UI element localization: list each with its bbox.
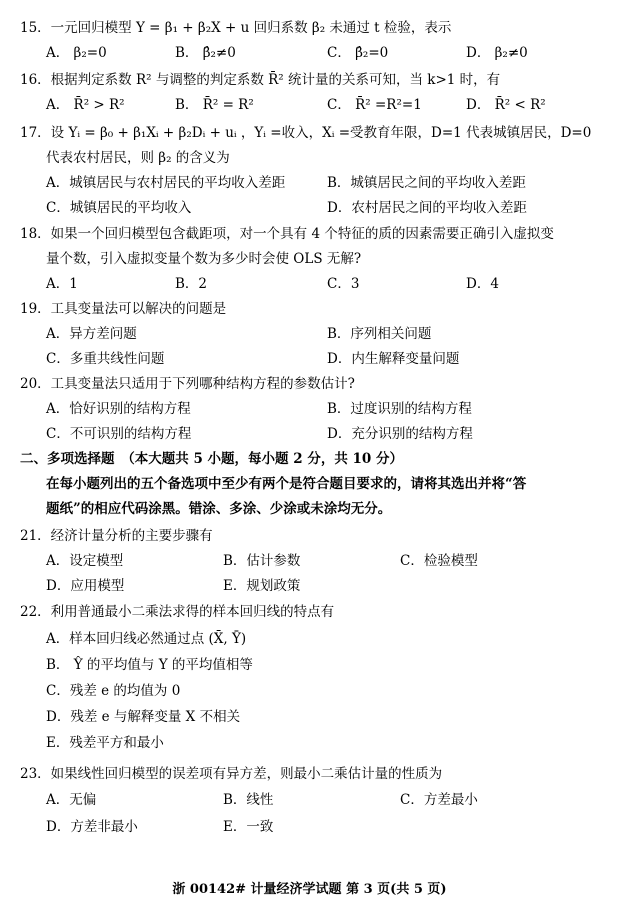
q22-option-a: A．样本回归线必然通过点 (X̄, Ȳ) [46,631,247,647]
q20-stem: 20．工具变量法只适用于下列哪种结构方程的参数估计? [20,376,355,392]
q18-option-c: C．3 [327,276,360,292]
q16-stem: 16．根据判定系数 R² 与调整的判定系数 R̄² 统计量的关系可知，当 k>1 时，有 [20,72,501,88]
q23-option-e: E．一致 [223,819,274,835]
q19-option-a: A．异方差问题 [46,326,137,342]
q22-option-e: E．残差平方和最小 [46,735,164,751]
q20-option-c: C．不可识别的结构方程 [46,426,192,442]
section-instruction-line2: 题纸”的相应代码涂黑。错涂、多涂、少涂或未涂均无分。 [46,501,392,517]
q17-stem-line1: 17．设 Yᵢ = β₀ + β₁Xᵢ + β₂Dᵢ + uᵢ ，Yᵢ =收入，Xᵢ =受教育年限，D=1 代表城镇居民，D=0 [20,125,592,141]
q22-option-b: B． Ŷ 的平均值与 Y 的平均值相等 [46,657,253,673]
q18-option-a: A．1 [46,276,78,292]
q23-option-d: D．方差非最小 [46,819,138,835]
q20-option-b: B．过度识别的结构方程 [327,401,472,417]
q18-stem-line1: 18．如果一个回归模型包含截距项，对一个具有 4 个特征的质的因素需要正确引入虚拟变 [20,226,554,242]
q17-option-d: D．农村居民之间的平均收入差距 [327,200,527,216]
q16-option-b: B． R̄² = R² [175,97,254,113]
q16-option-a: A． R̄² > R² [46,97,125,113]
section-title: 二、多项选择题 （本大题共 5 小题，每小题 2 分，共 10 分） [20,451,404,467]
q15-stem: 15．一元回归模型 Y = β₁ + β₂X + u 回归系数 β₂ 未通过 t 检验，表示 [20,20,452,36]
q23-option-b: B．线性 [223,792,274,808]
q15-option-d: D． β₂≠0 [466,45,528,61]
q19-option-d: D．内生解释变量问题 [327,351,460,367]
q18-option-d: D．4 [466,276,499,292]
q23-stem: 23．如果线性回归模型的误差项有异方差，则最小二乘估计量的性质为 [20,766,443,782]
q22-option-c: C．残差 e 的均值为 0 [46,683,181,699]
q17-option-a: A．城镇居民与农村居民的平均收入差距 [46,175,286,191]
q17-option-c: C．城镇居民的平均收入 [46,200,192,216]
q23-option-a: A．无偏 [46,792,97,808]
q15-option-a: A． β₂=0 [46,45,107,61]
section-instruction-line1: 在每小题列出的五个备选项中至少有两个是符合题目要求的，请将其选出并将“答 [46,476,527,492]
q17-option-b: B．城镇居民之间的平均收入差距 [327,175,526,191]
q16-option-c: C． R̄² =R²=1 [327,97,422,113]
q15-option-c: C． β̂₂=0 [327,45,389,61]
q21-option-b: B．估计参数 [223,553,301,569]
q19-option-c: C．多重共线性问题 [46,351,165,367]
q16-option-d: D． R̄² < R² [466,97,546,113]
q21-stem: 21．经济计量分析的主要步骤有 [20,528,213,544]
q19-option-b: B．序列相关问题 [327,326,432,342]
q20-option-a: A．恰好识别的结构方程 [46,401,191,417]
q15-option-b: B． β̂₂≠0 [175,45,236,61]
q18-option-b: B．2 [175,276,208,292]
q21-option-d: D．应用模型 [46,578,125,594]
q18-stem-line2: 量个数，引入虚拟变量个数为多少时会使 OLS 无解? [46,251,362,267]
q21-option-e: E．规划政策 [223,578,301,594]
q21-option-a: A．设定模型 [46,553,124,569]
q21-option-c: C．检验模型 [400,553,478,569]
q19-stem: 19．工具变量法可以解决的问题是 [20,301,227,317]
q20-option-d: D．充分识别的结构方程 [327,426,473,442]
page-footer: 浙 00142# 计量经济学试题 第 3 页(共 5 页) [172,882,447,897]
q22-stem: 22．利用普通最小二乘法求得的样本回归线的特点有 [20,604,335,620]
q22-option-d: D．残差 e 与解释变量 X 不相关 [46,709,241,725]
q23-option-c: C．方差最小 [400,792,478,808]
q17-stem-line2: 代表农村居民，则 β₂ 的含义为 [46,150,230,166]
